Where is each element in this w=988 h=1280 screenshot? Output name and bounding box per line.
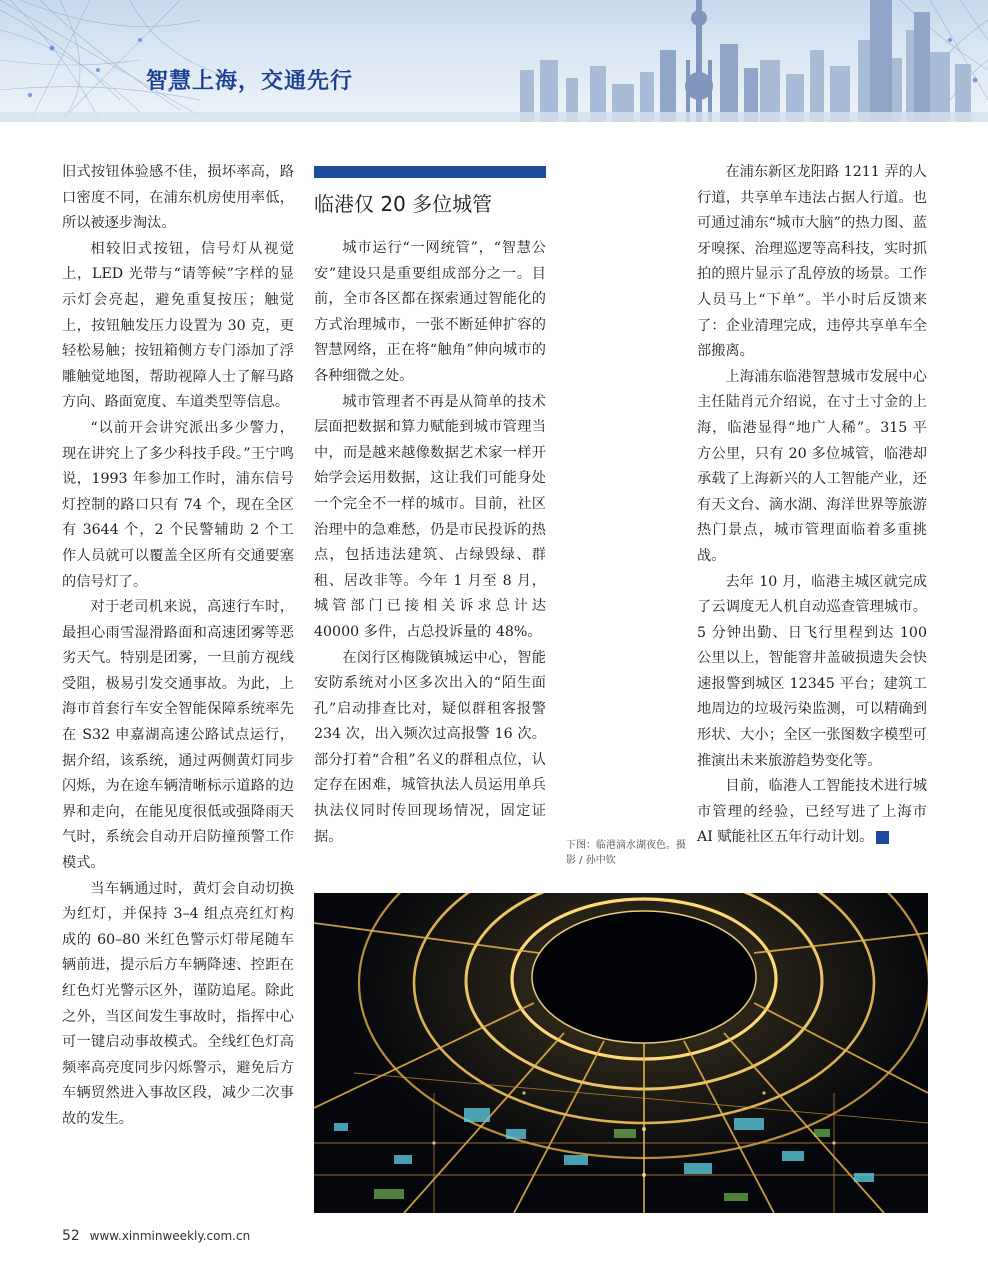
paragraph: 在浦东新区龙阳路 1211 弄的人行道，共享单车违法占据人行道。也可通过浦东“城市大脑”的热力图、蓝牙嗅探、治理巡逻等高科技，实时抓拍的照片显示了乱停放的场景。工作人员马上“下单”。半小时后反馈来了：企业清理完成，违停共享单车全部搬离。 bbox=[697, 164, 927, 360]
text-column-2 bbox=[314, 236, 546, 850]
column-title: 智慧上海，交通先行 bbox=[146, 68, 354, 94]
section-title: 临港仅 20 多位城管 bbox=[314, 192, 493, 216]
text-column-1 bbox=[62, 160, 294, 1133]
paragraph-text: 目前，临港人工智能技术进行城市管理的经验，已经写进了上海市 AI 赋能社区五年行动计划。 bbox=[697, 778, 927, 846]
photo-caption: 下图：临港滴水湖夜色。摄影 / 孙中钦 bbox=[566, 840, 686, 866]
paragraph: 相较旧式按钮，信号灯从视觉上，LED 光带与“请等候”字样的显示灯会亮起，避免重复按压；触觉上，按钮触发压力设置为 30 克，更轻松易触；按钮箱侧方专门添加了浮雕触觉地图，帮助视障人士了解马路方向、路面宽度、车道类型等信息。 bbox=[62, 240, 294, 411]
paragraph: 当车辆通过时，黄灯会自动切换为红灯，并保持 3–4 组点亮红灯构成的 60–80 米红色警示灯带尾随车辆前进，提示后方车辆降速、控距在红色灯光警示区外，谨防追尾。除此之外，当区间发生事故时，指挥中心可一键启动事故模式。全线红色灯高频率高亮度同步闪烁警示，避免后方车辆贸然进入事故区段，减少二次事故的发生。 bbox=[62, 880, 294, 1127]
section-heading bbox=[314, 166, 546, 217]
paragraph: 去年 10 月，临港主城区就完成了云调度无人机自动巡查管理城市。5 分钟出勤、日飞行里程到达 100 公里以上，智能窨井盖破损遗失会快速报警到城区 12345 平台；建筑工地周边的垃圾污染监测，可以精确到形状、大小；全区一张图数字模型可推演出未来旅游趋势变化等。 bbox=[697, 573, 927, 769]
paragraph: 上海浦东临港智慧城市发展中心主任陆肖元介绍说，在寸土寸金的上海，临港显得“地广人稀”。315 平方公里，只有 20 多位城管，临港却承载了上海新兴的人工智能产业，还有天文台、滴水湖、海洋世界等旅游热门景点，城市管理面临着多重挑战。 bbox=[697, 368, 927, 564]
skyline-illustration bbox=[0, 0, 988, 122]
page-number: 52 bbox=[62, 1228, 80, 1244]
page-footer bbox=[62, 1228, 250, 1244]
text-column-3 bbox=[697, 160, 927, 851]
paragraph: 城市运行“一网统管”，“智慧公安”建设只是重要组成部分之一。目前，全市各区都在探索通过智能化的方式治理城市，一张不断延伸扩容的智慧网络，正在将“触角”伸向城市的各种细微之处。 bbox=[314, 240, 546, 384]
paragraph: 对于老司机来说，高速行车时，最担心雨雪湿滑路面和高速团雾等恶劣天气。特别是团雾，一旦前方视线受阻，极易引发交通事故。为此，上海市首套行车安全智能保障系统率先在 S32 申嘉湖高速公路试点运行，据介绍，该系统，通过两侧黄灯同步闪烁，为在途车辆清晰标示道路的边界和走向，在能见度很低或强降雨天气时，系统会自动开启防撞预警工作模式。 bbox=[62, 599, 294, 872]
paragraph: 城市管理者不再是从简单的技术层面把数据和算力赋能到城市管理当中，而是越来越像数据艺术家一样开始学会运用数据，这让我们可能身处一个完全不一样的城市。目前，社区治理中的急难愁，仍是市民投诉的热点，包括违法建筑、占绿毁绿、群租、居改非等。今年 1 月至 8 月，城管部门已接相关诉求总计达 40000 多件，占总投诉量的 48%。 bbox=[314, 393, 546, 640]
paragraph: 在闵行区梅陇镇城运中心，智能安防系统对小区多次出入的“陌生面孔”启动排查比对，疑似群租客报警 234 次，出入频次过高报警 16 次。部分打着“合租”名义的群租点位，认定存在困难，城管执法人员运用单兵执法仪同时传回现场情况，固定证据。 bbox=[314, 649, 546, 845]
dishui-lake-night-image bbox=[314, 893, 928, 1213]
paragraph-last bbox=[697, 774, 927, 851]
paragraph: 旧式按钮体验感不佳，损坏率高，路口密度不同，在浦东机房使用率低，所以被逐步淘汰。 bbox=[62, 164, 294, 232]
end-mark-icon: 民 bbox=[876, 831, 889, 844]
paragraph: “以前开会讲究派出多少警力，现在讲究上了多少科技手段。”王宁鸣说，1993 年参加工作时，浦东信号灯控制的路口只有 74 个，现在全区有 3644 个，2 个民警辅助 2 个工作人员就可以覆盖全区所有交通要塞的信号灯了。 bbox=[62, 419, 294, 590]
website-url: www.xinminweekly.com.cn bbox=[89, 1229, 251, 1243]
header-banner bbox=[0, 0, 988, 122]
night-aerial-photo bbox=[314, 893, 928, 1213]
section-bar bbox=[314, 166, 546, 178]
